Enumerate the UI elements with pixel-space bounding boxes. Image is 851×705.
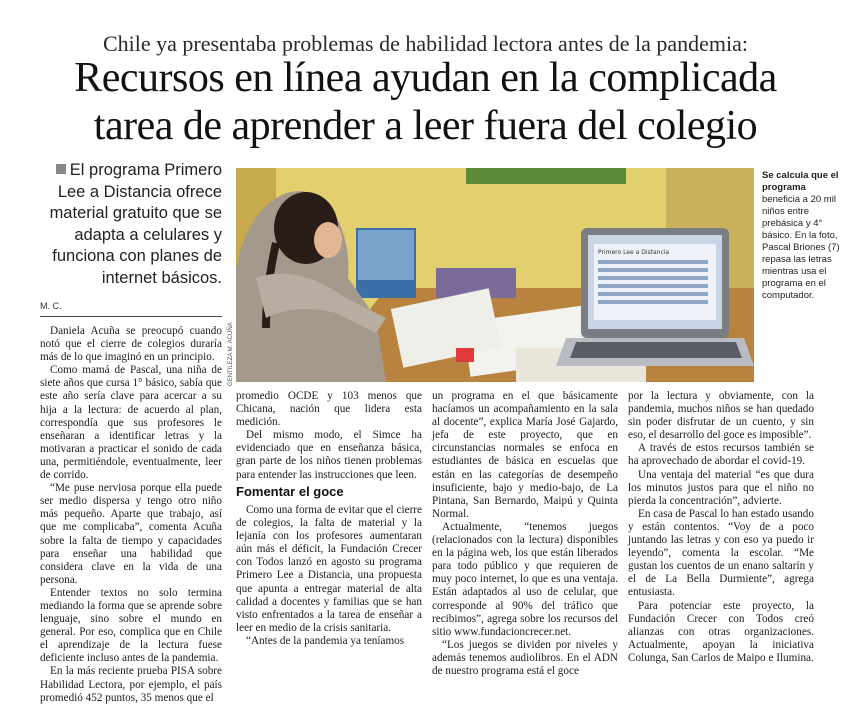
byline: M. C.	[40, 301, 62, 311]
paragraph: “Me puse nerviosa porque ella puede ser medio dispersa y tengo otro niño más pequeño. Aparte que trabajo, así que me complicaba”, comenta Acuña sobre la falta de tiempo y capacidades para enseñar una habilidad que considera clave en la vida de una persona.	[40, 482, 222, 586]
photo-credit: GENTILEZA M. ACUÑA	[228, 322, 234, 386]
column-4	[628, 390, 814, 665]
paragraph: “Los juegos se dividen por niveles y además tenemos audiolibros. En el ADN de nuestro programa está el goce	[432, 638, 618, 677]
column-2-continued	[236, 504, 422, 648]
lede	[40, 160, 222, 289]
paragraph: Una ventaja del material “es que dura los minutos justos para que el niño no pierda la concentración”, advierte.	[628, 468, 814, 507]
paragraph: En la más reciente prueba PISA sobre Habilidad Lectora, por ejemplo, el país promedió 452 puntos, 35 menos que el	[40, 665, 222, 704]
column-2	[236, 390, 422, 482]
caption-body: beneficia a 20 mil niños entre prebásica y 4° básico. En la foto, Pascal Briones (7) repasa las letras mientras usa el programa en el computador.	[762, 194, 840, 301]
paragraph: promedio OCDE y 103 menos que Chicana, nación que lidera esta medición.	[236, 390, 422, 429]
paragraph: Como una forma de evitar que el cierre de colegios, la falta de material y la lejanía con los profesores aumentaran aún más el déficit, la Fundación Crecer con Todos lanzó en agosto su programa Primero Lee a Distancia, una propuesta que apunta a entregar material de alta calidad a docentes y familias que se han visto enfrentados a la tarea de enseñar a leer en medio de la crisis sanitaria.	[236, 504, 422, 634]
lede-text: El programa Primero Lee a Distancia ofrece material gratuito que se adapta a celulares y funciona con planes de internet básicos.	[49, 161, 222, 287]
paragraph: Entender textos no solo termina mediando la forma que se aprende sobre lenguaje, sino sobre el mundo en general. Por eso, complica que en Chile el aprendizaje de la lectura fuese deficiente incluso antes de la pandemia.	[40, 586, 222, 665]
paragraph: Daniela Acuña se preocupó cuando notó que el cierre de colegios duraría más de lo que imaginó en un principio.	[40, 325, 222, 364]
paragraph: Para potenciar este proyecto, la Fundación Crecer con Todos creó alianzas con otras organizaciones. Actualmente, apoyan la iniciativa Colunga, San Carlos de Maipo e Ilumina.	[628, 599, 814, 664]
paragraph: Del mismo modo, el Simce ha evidenciado que en enseñanza básica, gran parte de los niños tienen problemas para entender las instrucciones que leen.	[236, 429, 422, 481]
headline-line-2: tarea de aprender a leer fuera del colegio	[93, 103, 758, 149]
laptop-screen-heading: Primero Lee a Distancia	[598, 249, 670, 256]
byline-divider	[40, 316, 222, 317]
kicker: Chile ya presentaba problemas de habilidad lectora antes de la pandemia:	[102, 31, 749, 56]
caption-lead: Se calcula que el programa	[762, 170, 839, 193]
paragraph: por la lectura y obviamente, con la pandemia, muchos niños se han quedado sin poder disfrutar de un cuento, y sin eso, el desarrollo del goce es imposible”.	[628, 390, 814, 442]
paragraph: En casa de Pascal lo han estado usando y están contentos. “Voy de a poco juntando las letras y con eso ya puedo ir leyendo”, comenta la escolar. “Me gustan los cuentos de un enano saltarín y el de La Bella Durmiente”, agrega entusiasta.	[628, 507, 814, 599]
paragraph: Actualmente, “tenemos juegos (relacionados con la lectura) disponibles en la página web, los que están liberados para todo público y que requieren de muy poco internet, lo que es una ventaja. Están adaptados al uso de celular, que corresponde al 90% del tráfico que recibimos”, agrega sobre los recursos del sitio www.fundacioncrecer.net.	[432, 520, 618, 638]
column-3	[432, 390, 618, 678]
paragraph: A través de estos recursos también se ha aprovechado de abordar el covid-19.	[628, 442, 814, 468]
headline-line-1: Recursos en línea ayudan en la complicada	[74, 55, 777, 101]
paragraph: un programa en el que básicamente hacíamos un acompañamiento en la sala al docente”, explica María José Gajardo, jefa de este proyecto, que en circunstancias normales se enfoca en estudiantes de básica en escuelas que están en las categorías de desempeño insuficiente, bajo y medio-bajo, de La Pintana, San Bernardo, Maipú y Quinta Normal.	[432, 390, 618, 520]
subheading: Fomentar el goce	[236, 484, 344, 499]
article-photo	[236, 168, 754, 382]
headline	[20, 54, 831, 150]
paragraph: Como mamá de Pascal, una niña de siete años que cursa 1° básico, sabía que este año sería clave para acercar a su hija a la lectura: de acuerdo al plan, correspondía que sus profesores le enseñaran a identificar letras y la motivaran a practicar el sonido de cada una, permitiéndole, eventualmente, leer de corrido.	[40, 364, 222, 482]
square-bullet-icon	[56, 164, 66, 174]
column-1	[40, 325, 222, 705]
paragraph: “Antes de la pandemia ya teníamos	[246, 634, 405, 647]
photo-caption	[762, 170, 844, 302]
